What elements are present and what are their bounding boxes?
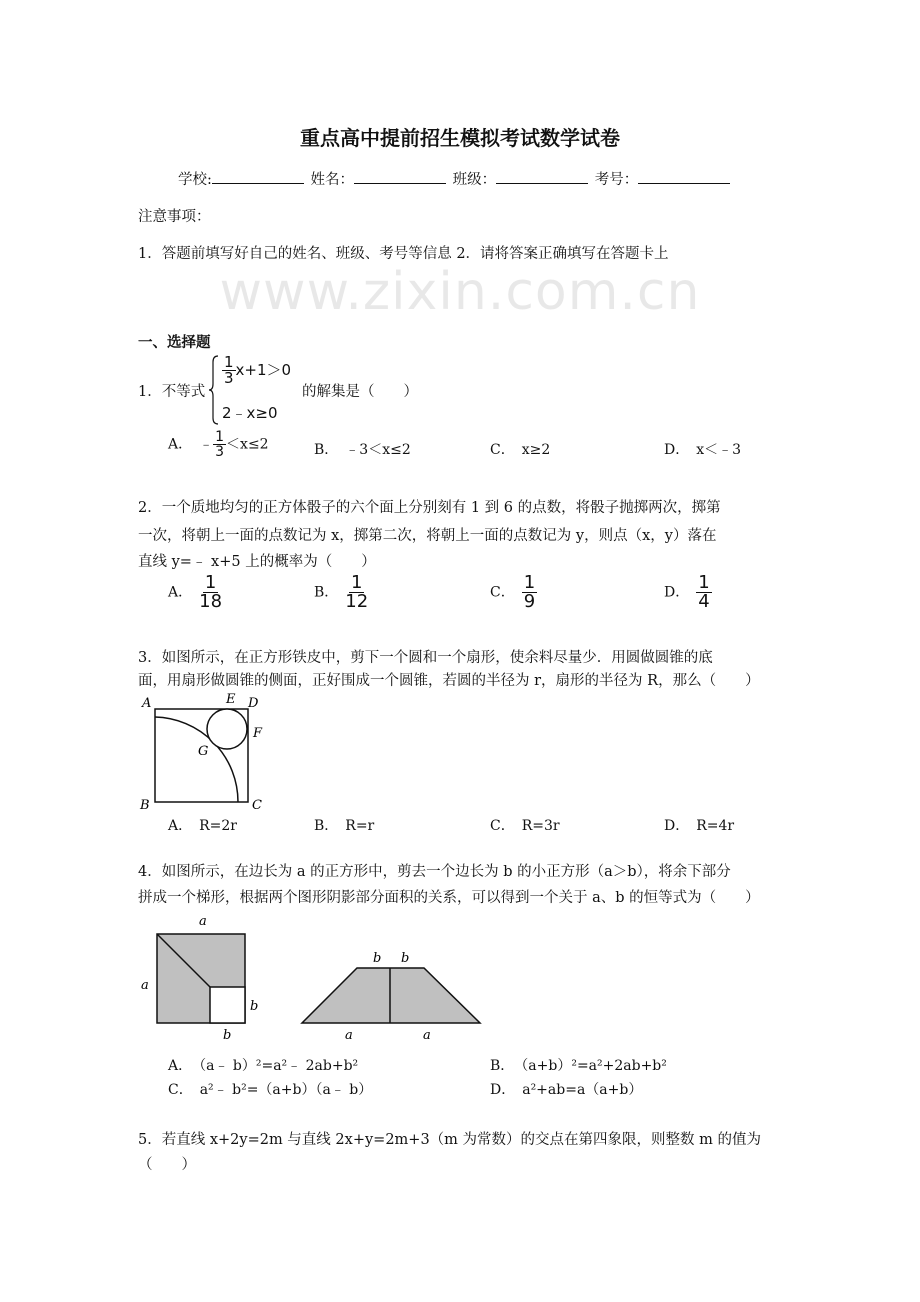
- brace-icon: [208, 354, 220, 426]
- class-blank[interactable]: [496, 169, 588, 184]
- label-b: b: [373, 951, 382, 966]
- label-g: G: [198, 744, 209, 759]
- q3-option-a[interactable]: A． R=2r: [168, 818, 237, 834]
- q3-line: 3．如图所示，在正方形铁皮中，剪下一个圆和一个扇形，使余料尽量少．用圆做圆锥的底: [138, 650, 713, 666]
- opt-rest: ＜x≤2: [226, 436, 269, 453]
- q2-line: 一次，将朝上一面的点数记为 x，掷第二次，将朝上一面的点数记为 y，则点（x，y）落在: [138, 528, 717, 544]
- name-label: 姓名：: [310, 172, 354, 188]
- frac-num: 1: [224, 353, 234, 371]
- q3-line: 面，用扇形做圆锥的侧面，正好围成一个圆锥，若圆的半径为 r，扇形的半径为 R，那么（ ）: [138, 673, 760, 689]
- frac-den: 18: [199, 591, 223, 612]
- q1-ineq1: [222, 355, 291, 386]
- q3-figure: [130, 687, 280, 817]
- q1-option-d[interactable]: D． x＜﹣3: [664, 442, 742, 458]
- school-label: 学校:: [178, 172, 212, 188]
- q2-option-a[interactable]: [168, 574, 222, 611]
- opt-label: A．: [168, 584, 186, 601]
- trapezoid: [302, 968, 480, 1023]
- frac-num: 1: [215, 429, 225, 445]
- frac-den: 3: [215, 444, 225, 460]
- frac-den: 9: [523, 591, 536, 612]
- circle: [207, 709, 247, 749]
- frac-num: 1: [698, 572, 710, 593]
- frac-num: 1: [523, 572, 536, 593]
- q1-option-b[interactable]: B． ﹣3＜x≤2: [314, 442, 411, 458]
- q4-figure: [130, 905, 500, 1040]
- watermark: www.zixin.com.cn: [219, 262, 701, 322]
- q5-line: 5．若直线 x+2y=2m 与直线 2x+y=2m+3（m 为常数）的交点在第四象限，则整数 m 的值为: [138, 1132, 761, 1148]
- q3-option-b[interactable]: B． R=r: [314, 818, 375, 834]
- ineq1-rest: x+1＞0: [235, 361, 292, 379]
- opt-label: A．: [168, 436, 186, 453]
- label-e: E: [226, 692, 236, 707]
- label-a: a: [345, 1028, 353, 1040]
- notes-heading: 注意事项：: [138, 209, 211, 225]
- q1-ineq2: 2﹣x≥0: [222, 404, 278, 422]
- label-b: b: [223, 1028, 232, 1040]
- label-d: D: [248, 696, 259, 711]
- section-heading: 一、选择题: [138, 334, 211, 351]
- name-blank[interactable]: [354, 169, 446, 184]
- q4-option-d[interactable]: D． a²+ab=a（a+b）: [490, 1082, 643, 1098]
- q2-option-c[interactable]: [490, 574, 537, 611]
- opt-sign: ﹣: [199, 436, 214, 453]
- q2-line: 直线 y=﹣ x+5 上的概率为（ ）: [138, 554, 376, 570]
- label-b: b: [250, 999, 259, 1014]
- frac-den: 4: [698, 591, 710, 612]
- q2-line: 2．一个质地均匀的正方体骰子的六个面上分别刻有 1 到 6 的点数，将骰子抛掷两次，掷第: [138, 500, 721, 516]
- q3-option-d[interactable]: D． R=4r: [664, 818, 735, 834]
- school-blank[interactable]: [212, 169, 304, 184]
- number-label: 考号：: [594, 172, 639, 188]
- q5-line: （ ）: [138, 1157, 196, 1173]
- q4-line: 拼成一个梯形，根据两个图形阴影部分面积的关系，可以得到一个关于 a、b 的恒等式为（ ）: [138, 890, 760, 906]
- opt-label: B．: [314, 584, 332, 601]
- q1-option-c[interactable]: C． x≥2: [490, 442, 551, 458]
- opt-label: C．: [490, 584, 508, 601]
- label-a: a: [199, 914, 207, 929]
- label-a: A: [142, 696, 152, 711]
- label-b: B: [140, 798, 150, 813]
- info-fields: [178, 168, 732, 189]
- number-blank[interactable]: [638, 169, 730, 184]
- label-c: C: [252, 798, 262, 813]
- opt-label: D．: [664, 584, 683, 601]
- small-square: [210, 987, 245, 1023]
- q2-option-d[interactable]: [664, 574, 712, 611]
- q4-option-a[interactable]: A． （a﹣ b）²=a²﹣ 2ab+b²: [168, 1058, 359, 1074]
- notes-text: 1．答题前填写好自己的姓名、班级、考号等信息 2．请将答案正确填写在答题卡上: [138, 246, 669, 262]
- q1-prefix: 1．不等式: [138, 384, 206, 400]
- q4-option-b[interactable]: B． （a+b）²=a²+2ab+b²: [490, 1058, 667, 1074]
- label-a: a: [141, 978, 149, 993]
- q1-option-a[interactable]: [168, 430, 269, 459]
- frac-den: 12: [345, 591, 369, 612]
- frac-num: 1: [351, 572, 363, 593]
- frac-num: 1: [204, 572, 217, 593]
- q1-suffix: 的解集是（ ）: [302, 384, 418, 400]
- q4-option-c[interactable]: C． a²﹣ b²=（a+b）（a﹣ b）: [168, 1082, 373, 1098]
- label-b: b: [401, 951, 410, 966]
- q3-option-c[interactable]: C． R=3r: [490, 818, 560, 834]
- page-title: 重点高中提前招生模拟考试数学试卷: [300, 126, 620, 150]
- label-a: a: [423, 1028, 431, 1040]
- class-label: 班级：: [452, 172, 497, 188]
- frac-den: 3: [224, 369, 234, 387]
- q4-line: 4．如图所示，在边长为 a 的正方形中，剪去一个边长为 b 的小正方形（a＞b），将余下部分: [138, 864, 731, 880]
- label-f: F: [253, 726, 263, 741]
- q2-option-b[interactable]: [314, 574, 368, 611]
